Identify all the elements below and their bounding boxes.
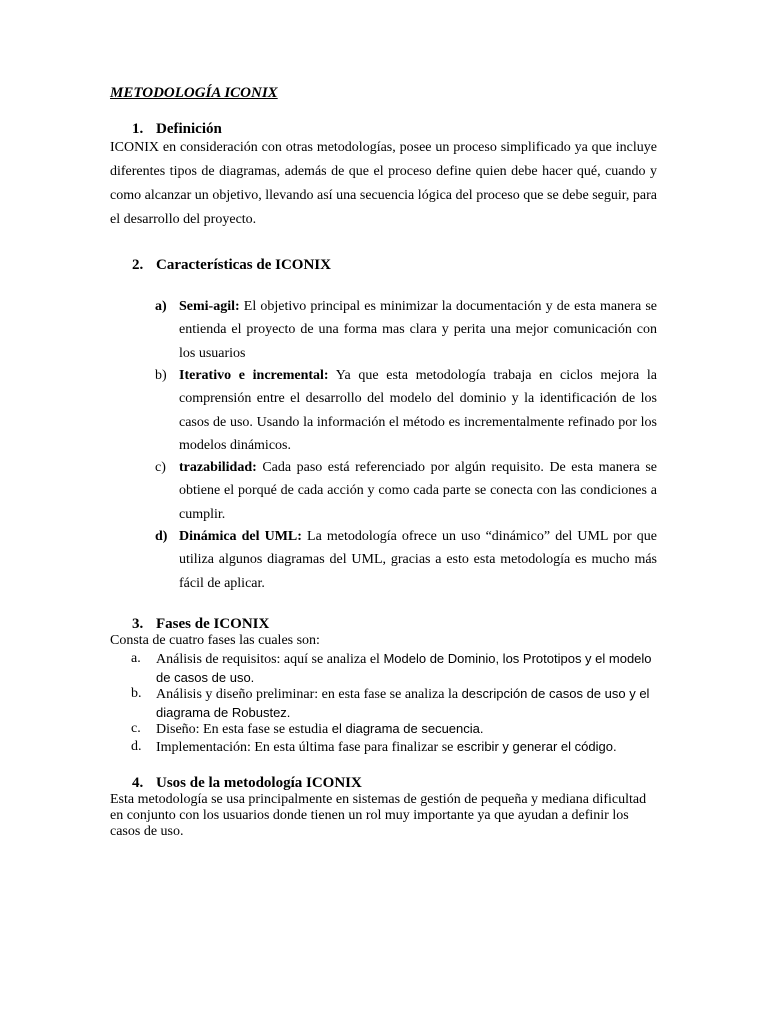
characteristic-item (155, 364, 657, 457)
section-1-title: Definición (156, 121, 222, 137)
item-text: El objetivo principal es minimizar la documentación y de esta manera se entienda el proyecto de una forma mas clara y perita una mejor comunicación con los usuarios (179, 299, 657, 361)
characteristic-item (155, 295, 657, 365)
characteristic-item (155, 525, 657, 595)
item-text: Cada paso está referenciado por algún requisito. De esta manera se obtiene el porqué de cada acción y como cada parte se conecta con las condiciones a cumplir. (179, 460, 657, 522)
item-marker: a) (155, 299, 167, 314)
section-1-paragraph: ICONIX en consideración con otras metodologías, posee un proceso simplificado ya que incluye diferentes tipos de diagramas, además de que el proceso define quien debe hacer qué, cuando y como alcanzar un objetivo, llevando así una secuencia lógica del proceso que se debe seguir, para el desarrollo del proyecto. (110, 140, 657, 227)
section-3-number: 3. (132, 616, 144, 632)
item-marker: b. (131, 686, 142, 701)
phase-detail: escribir y generar el código. (456, 739, 617, 754)
item-marker: a. (131, 651, 141, 666)
item-term: Semi-agil: (179, 299, 240, 314)
item-marker: c. (131, 721, 141, 736)
section-3-heading (132, 616, 269, 633)
item-term: Dinámica del UML: (179, 529, 302, 544)
item-term: trazabilidad: (179, 460, 257, 475)
item-term: Iterativo e incremental: (179, 368, 329, 383)
phase-detail: el diagrama de secuencia. (331, 721, 484, 736)
item-marker: b) (155, 368, 167, 383)
phase-detail: descripción de casos de uso y el diagrama de Robustez. (156, 686, 650, 720)
phase-lead: Análisis de requisitos: aquí se analiza el (156, 652, 384, 667)
section-2-title: Características de ICONIX (156, 257, 331, 273)
section-2-number: 2. (132, 257, 144, 273)
document-title: METODOLOGÍA ICONIX (110, 85, 278, 101)
phase-lead: Diseño: En esta fase se estudia (156, 722, 332, 737)
section-1-number: 1. (132, 121, 144, 137)
section-3-title: Fases de ICONIX (156, 616, 270, 632)
item-marker: d) (155, 529, 168, 544)
phase-detail: Modelo de Dominio, los Prototipos y el modelo de casos de uso. (156, 651, 652, 685)
phase-item (131, 685, 661, 722)
item-marker: c) (155, 460, 166, 475)
item-text: Ya que esta metodología trabaja en ciclos mejora la comprensión entre el desarrollo del modelo del dominio y la identificación de los casos de uso. Usando la información el método es incrementalmente refinado por los modelos dinámicos. (179, 368, 658, 453)
phase-item (131, 650, 661, 687)
phase-lead: Análisis y diseño preliminar: en esta fase se analiza la (156, 687, 462, 702)
item-text: La metodología ofrece un uso “dinámico” del UML por que utiliza algunos diagramas del UML, gracias a esto esta metodología es mucho más fácil de aplicar. (179, 529, 658, 591)
section-4-title: Usos de la metodología ICONIX (156, 775, 362, 791)
phase-item (131, 738, 661, 757)
section-3-intro: Consta de cuatro fases las cuales son: (110, 633, 320, 648)
item-marker: d. (131, 739, 142, 754)
section-4-paragraph: Esta metodología se usa principalmente en sistemas de gestión de pequeña y mediana dificultad en conjunto con los usuarios donde tienen un rol muy importante ya que ayudan a definir los casos de uso. (110, 792, 647, 839)
section-2-heading (132, 257, 331, 274)
section-4-number: 4. (132, 775, 144, 791)
characteristic-item (155, 456, 657, 526)
phase-lead: Implementación: En esta última fase para finalizar se (156, 740, 457, 755)
section-4-heading (132, 775, 362, 792)
phase-item (131, 720, 661, 739)
